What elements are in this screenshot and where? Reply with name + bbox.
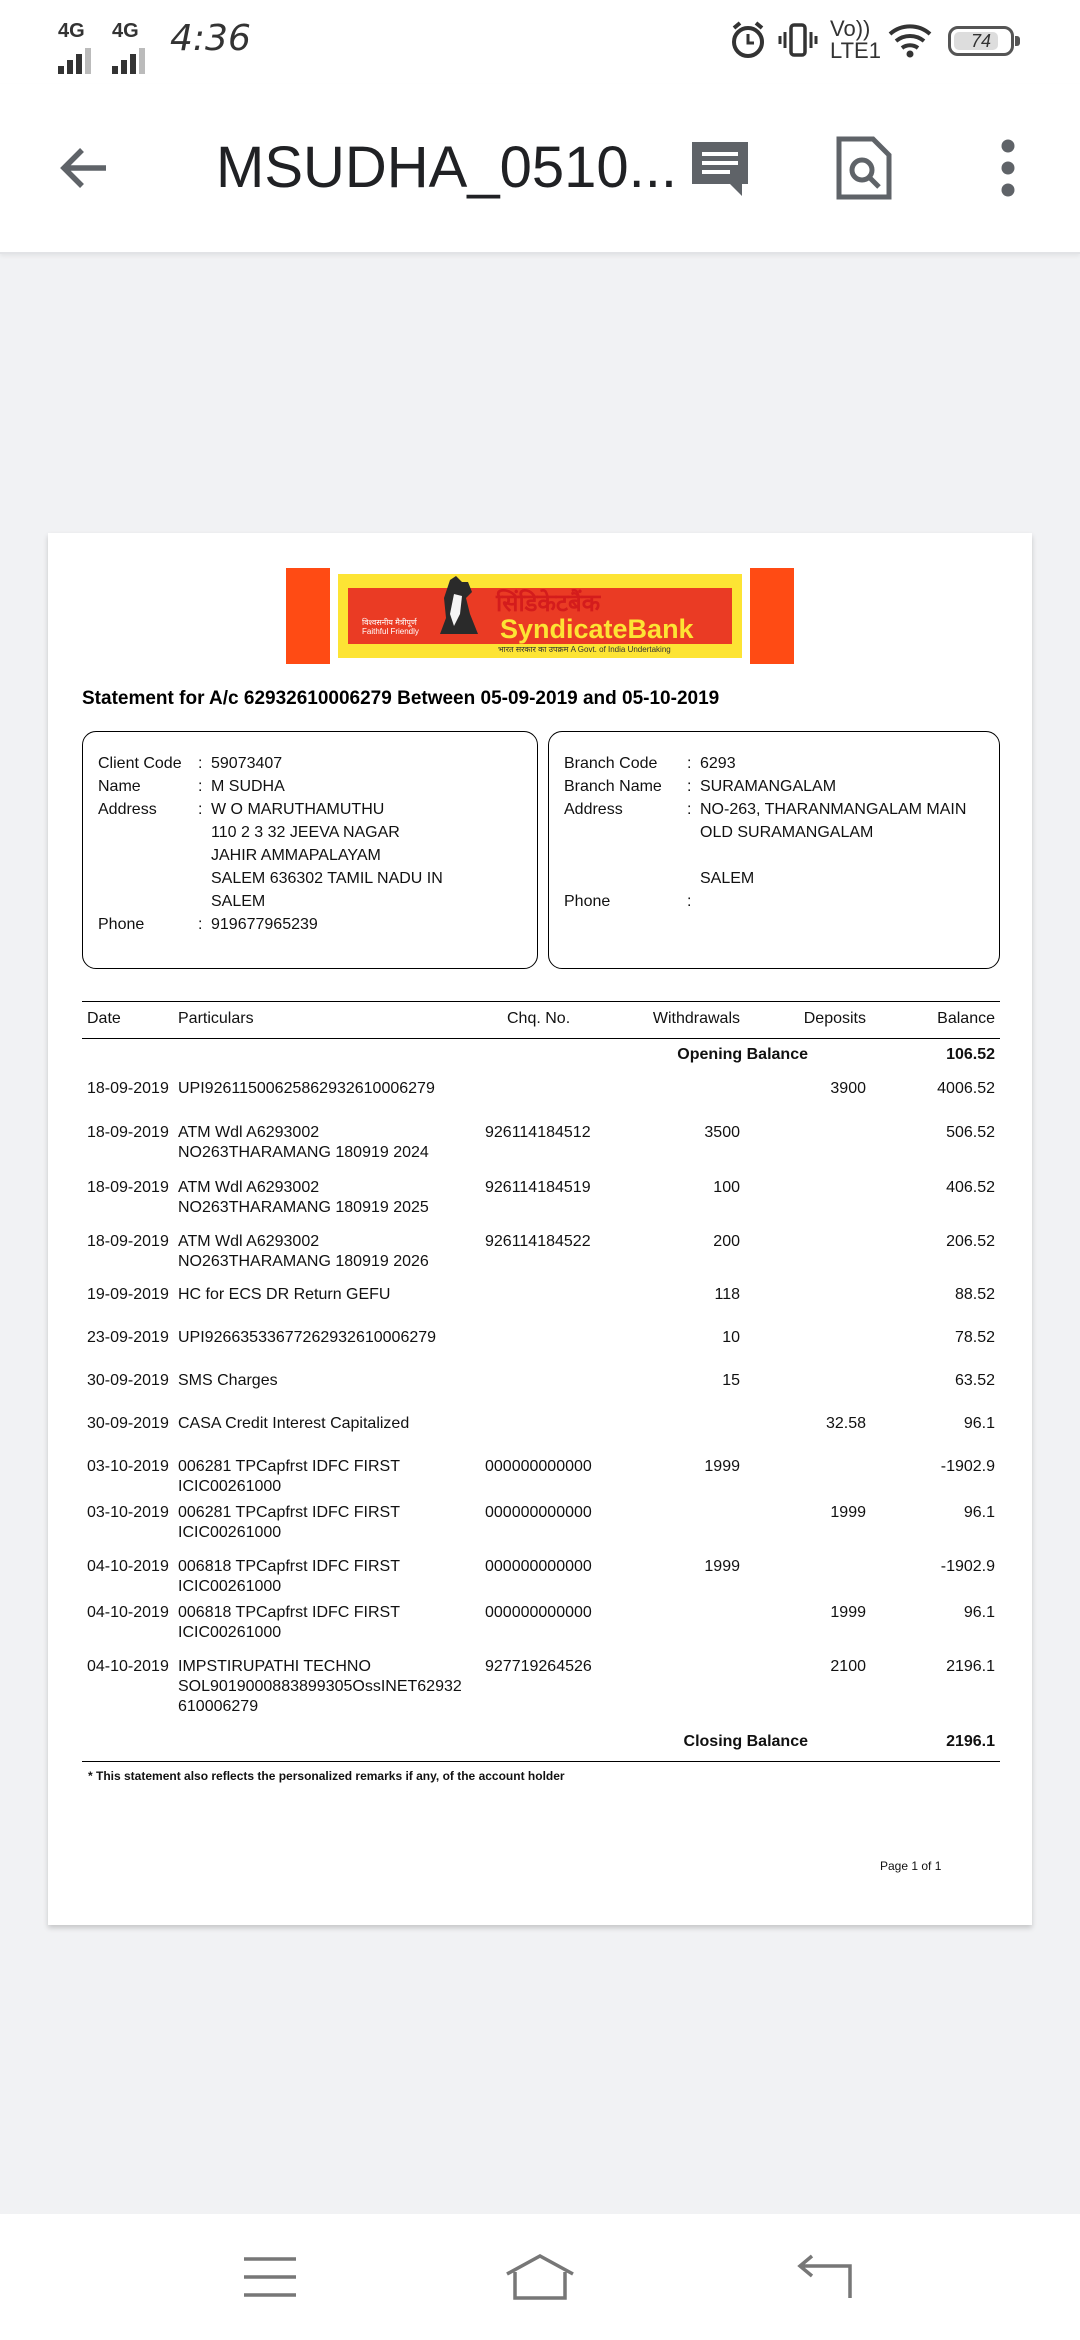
table-header [82, 1001, 1000, 1039]
cell-date: 19-09-2019 [87, 1286, 169, 1303]
cell-particulars: UPI926635336772629326100062​79 [178, 1329, 437, 1346]
cell-withdrawal: 1999 [704, 1558, 740, 1575]
statement-title: Statement for A/c 62932610006279 Between 05-09-2019 and 05-10-2019 [82, 688, 720, 709]
cell-particulars: 006818 TPCapfrst IDFC FIRST ICIC00261000 [178, 1604, 400, 1641]
cell-deposit: 3900 [830, 1080, 866, 1097]
cell-balance: 96.1 [963, 1604, 995, 1621]
cell-balance: 206.52 [946, 1233, 995, 1250]
cell-chq-no: 000000000000 [485, 1504, 592, 1521]
volte-line2: LTE1 [830, 38, 881, 63]
statement-footnote: * This statement also reflects the personalized remarks if any, of the account holder [88, 1769, 565, 1783]
cell-balance: 2196.1 [946, 1658, 995, 1675]
closing-balance-value: 2196.1 [946, 1733, 995, 1750]
cell-date: 18-09-2019 [87, 1080, 169, 1097]
volte-indicator [830, 18, 881, 62]
cell-date: 18-09-2019 [87, 1233, 169, 1250]
battery-icon [948, 26, 1014, 56]
cell-particulars: SMS Charges [178, 1372, 278, 1389]
logo-devanagari: सिंडिकेटबैंक [496, 589, 601, 617]
back-arrow-icon [56, 140, 112, 196]
cell-particulars: 006281 TPCapfrst IDFC FIRST ICIC00261000 [178, 1458, 400, 1495]
cell-date: 23-09-2019 [87, 1329, 169, 1346]
col-balance: Balance [937, 1010, 995, 1027]
document-title: MSUDHA_0510... [216, 135, 677, 200]
cell-date: 30-09-2019 [87, 1415, 169, 1432]
logo-subtitle: भारत सरकार का उपक्रम A Govt. of India Undertaking [498, 645, 671, 654]
cell-particulars: ATM Wdl A6293002 NO263THARAMANG 180919 2026 [178, 1233, 429, 1270]
search-document-icon [835, 135, 893, 201]
cell-withdrawal: 15 [722, 1372, 740, 1389]
cell-balance: 78.52 [954, 1329, 995, 1346]
cell-particulars: IMPSTIRUPATHI TECHNO SOL9019000883899305OssINET62932 610006279 [178, 1658, 462, 1715]
cell-chq-no: 000000000000 [485, 1558, 592, 1575]
cell-withdrawal: 100 [713, 1179, 740, 1196]
cell-date: 03-10-2019 [87, 1504, 169, 1521]
back-button[interactable] [46, 130, 122, 206]
search-in-document-button[interactable] [826, 130, 902, 206]
app-toolbar [0, 84, 1080, 254]
col-particulars: Particulars [178, 1010, 254, 1027]
cell-particulars: UPI926115006258629326100062​79 [178, 1080, 435, 1097]
cell-balance: -1902.9 [940, 1558, 995, 1575]
cell-deposit: 1999 [830, 1504, 866, 1521]
client-details-box: Client Code : 59073407 Name : M SUDHA Address : W O MARUTHAMUTHU 110 2 3 32 JEEVA NAGAR JAHIR AMMAPALAYAM SALEM 636302 TAMIL NADU IN SALEM Phone : 919677965239 [82, 731, 538, 969]
signal-bars-icon [58, 44, 102, 74]
cell-withdrawal: 10 [722, 1329, 740, 1346]
opening-balance-value: 106.52 [946, 1046, 995, 1063]
cell-withdrawal: 3500 [704, 1124, 740, 1141]
back-icon [794, 2254, 854, 2300]
back-nav-button[interactable] [774, 2244, 874, 2310]
col-deposits: Deposits [803, 1010, 866, 1027]
vibrate-icon [778, 20, 818, 60]
home-button[interactable] [490, 2244, 590, 2310]
dog-mascot-icon [432, 574, 484, 640]
closing-balance-label: Closing Balance [683, 1733, 808, 1750]
page-number: Page 1 of 1 [880, 1859, 942, 1873]
cell-particulars: CASA Credit Interest Capitalized [178, 1415, 410, 1432]
battery-level: 74 [970, 31, 992, 51]
network-type-2: 4G [112, 20, 139, 42]
cell-balance: 63.52 [954, 1372, 995, 1389]
cell-date: 30-09-2019 [87, 1372, 169, 1389]
clock: 4:36 [170, 18, 251, 59]
network-type-1: 4G [58, 20, 85, 42]
alarm-icon [728, 20, 768, 60]
cell-particulars: 006818 TPCapfrst IDFC FIRST ICIC00261000 [178, 1558, 400, 1595]
cell-date: 18-09-2019 [87, 1179, 169, 1196]
col-withdrawals: Withdrawals [652, 1010, 740, 1027]
cell-date: 04-10-2019 [87, 1604, 169, 1621]
cell-withdrawal: 200 [713, 1233, 740, 1250]
cell-chq-no: 926114184522 [485, 1233, 591, 1250]
cell-withdrawal: 1999 [704, 1458, 740, 1475]
volte-line1: Vo)) [830, 16, 871, 41]
navigation-bar [0, 2214, 1080, 2340]
opening-balance-label: Opening Balance [677, 1046, 808, 1063]
cell-date: 04-10-2019 [87, 1558, 169, 1575]
col-date: Date [87, 1010, 121, 1027]
cell-withdrawal: 118 [714, 1286, 740, 1303]
cell-particulars: ATM Wdl A6293002 NO263THARAMANG 180919 2024 [178, 1124, 429, 1161]
logo-name: SyndicateBank [500, 614, 694, 644]
wifi-icon [888, 22, 932, 58]
cell-deposit: 1999 [830, 1604, 866, 1621]
branch-details-box: Branch Code : 6293 Branch Name : SURAMANGALAM Address : NO-263, THARANMANGALAM MAIN OLD SURAMANGALAM SALEM Phone : [548, 731, 1000, 969]
menu-icon [242, 2255, 298, 2299]
cell-balance: -1902.9 [940, 1458, 995, 1475]
document-page [48, 533, 1032, 1925]
cell-deposit: 2100 [830, 1658, 866, 1675]
more-options-button[interactable] [970, 130, 1046, 206]
cell-balance: 88.52 [954, 1286, 995, 1303]
cell-chq-no: 000000000000 [485, 1604, 592, 1621]
cell-particulars: ATM Wdl A6293002 NO263THARAMANG 180919 2025 [178, 1179, 429, 1216]
logo-tagline: विश्वसनीय मैत्रीपूर्ण Faithful Friendly [362, 618, 419, 636]
status-bar [0, 0, 1080, 84]
col-chq-no: Chq. No. [507, 1010, 571, 1027]
signal-bars-icon [112, 44, 156, 74]
home-icon [503, 2252, 577, 2302]
cell-chq-no: 926114184512 [485, 1124, 591, 1141]
syndicate-bank-logo [286, 568, 794, 664]
comment-button[interactable] [682, 130, 758, 206]
cell-balance: 96.1 [963, 1415, 995, 1432]
cell-particulars: 006281 TPCapfrst IDFC FIRST ICIC00261000 [178, 1504, 400, 1541]
cell-chq-no: 926114184519 [485, 1179, 591, 1196]
cell-particulars: HC for ECS DR Return GEFU [178, 1286, 391, 1303]
cell-chq-no: 927719264526 [485, 1658, 592, 1675]
cell-date: 04-10-2019 [87, 1658, 169, 1675]
more-vert-icon [998, 138, 1018, 198]
cell-date: 03-10-2019 [87, 1458, 169, 1475]
table-bottom-rule [82, 1761, 1000, 1762]
cell-balance: 506.52 [946, 1124, 995, 1141]
cell-balance: 4006.52 [937, 1080, 995, 1097]
cell-balance: 96.1 [963, 1504, 995, 1521]
cell-date: 18-09-2019 [87, 1124, 169, 1141]
cell-balance: 406.52 [946, 1179, 995, 1196]
menu-button[interactable] [220, 2244, 320, 2310]
cell-deposit: 32.58 [825, 1415, 866, 1432]
comment-icon [688, 136, 752, 200]
cell-chq-no: 000000000000 [485, 1458, 592, 1475]
